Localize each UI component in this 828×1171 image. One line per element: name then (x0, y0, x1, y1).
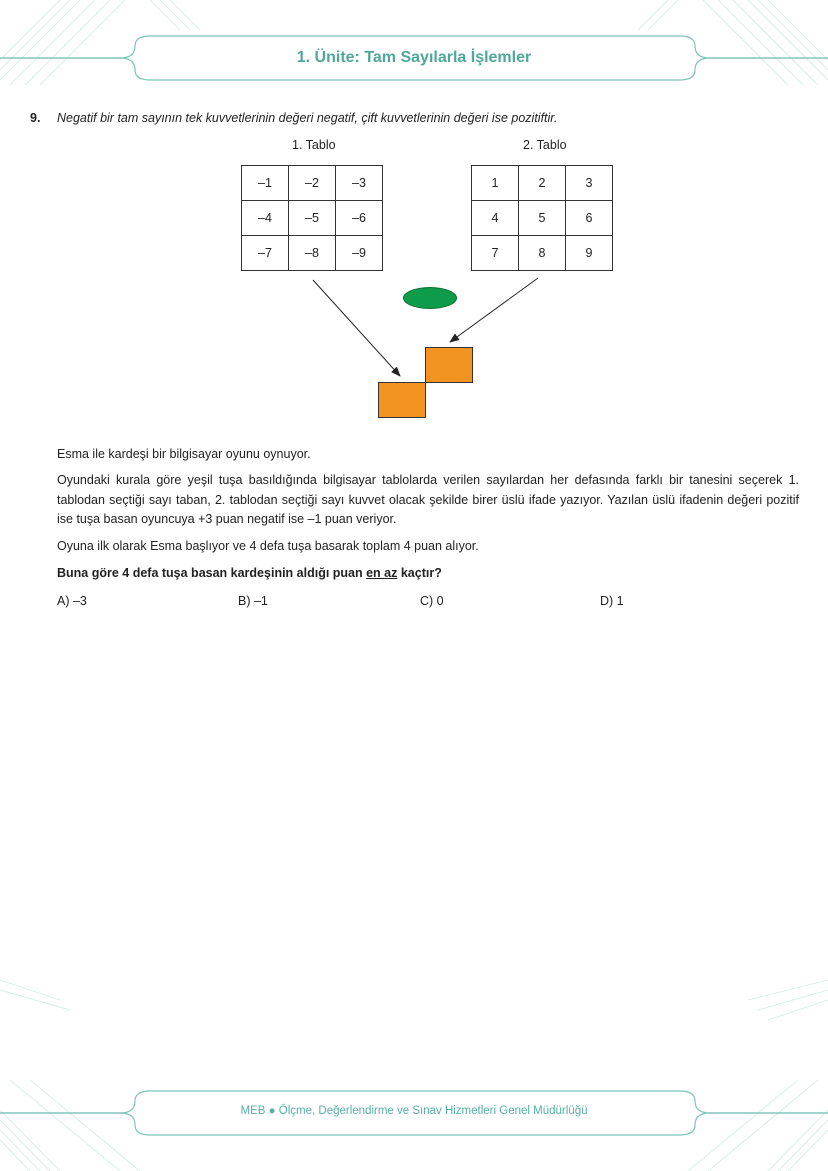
question-intro: Negatif bir tam sayının tek kuvvetlerinin değeri negatif, çift kuvvetlerinin değeri ise pozitiftir. (57, 111, 558, 125)
prompt-text-end: kaçtır? (397, 566, 442, 580)
table2-label: 2. Tablo (523, 138, 567, 152)
paragraph-1: Esma ile kardeşi bir bilgisayar oyunu oynuyor. (57, 447, 311, 461)
table1-cell: –2 (289, 166, 336, 201)
table2-cell: 2 (519, 166, 566, 201)
table1-cell: –6 (336, 201, 383, 236)
option-c[interactable]: C) 0 (420, 594, 444, 608)
table1-grid (241, 165, 383, 271)
corner-decoration-bottom-right (648, 960, 828, 1171)
table1-cell: –8 (289, 236, 336, 271)
question-prompt (57, 564, 799, 584)
option-b[interactable]: B) –1 (238, 594, 268, 608)
table2-grid (471, 165, 613, 271)
table1-cell: –1 (242, 166, 289, 201)
base-box (378, 382, 426, 418)
arrow-left-icon (313, 280, 400, 376)
table2-cell: 6 (566, 201, 613, 236)
table1-cell: –9 (336, 236, 383, 271)
table2-cell: 8 (519, 236, 566, 271)
paragraph-3: Oyuna ilk olarak Esma başlıyor ve 4 defa tuşa basarak toplam 4 puan alıyor. (57, 539, 479, 553)
table1-cell: –7 (242, 236, 289, 271)
arrow-right-icon (450, 278, 538, 342)
page-title: 1. Ünite: Tam Sayılarla İşlemler (296, 49, 532, 66)
table2-cell: 5 (519, 201, 566, 236)
option-a[interactable]: A) –3 (57, 594, 87, 608)
table1-cell: –5 (289, 201, 336, 236)
table2-cell: 4 (472, 201, 519, 236)
question-number: 9. (30, 111, 41, 125)
green-game-button[interactable] (403, 287, 457, 309)
exponent-box (425, 347, 473, 383)
prompt-text: Buna göre 4 defa tuşa basan kardeşinin aldığı puan (57, 566, 367, 580)
table2-cell: 1 (472, 166, 519, 201)
footer-text: MEB ● Ölçme, Değerlendirme ve Sınav Hizmetleri Genel Müdürlüğü (240, 1105, 588, 1117)
table2-cell: 3 (566, 166, 613, 201)
option-d[interactable]: D) 1 (600, 594, 624, 608)
table2-cell: 9 (566, 236, 613, 271)
table2-cell: 7 (472, 236, 519, 271)
table1-cell: –3 (336, 166, 383, 201)
corner-decoration-bottom-left (0, 960, 180, 1171)
table1-cell: –4 (242, 201, 289, 236)
paragraph-2: Oyundaki kurala göre yeşil tuşa basıldığında bilgisayar tablolarda verilen sayılardan her defasında farklı bir tanesini seçerek 1. tablodan seçtiği sayı taban, 2. tablodan seçtiği sayı kuvvet olacak şekilde birer üslü ifade yazıyor. Yazılan üslü ifadenin değeri pozitif ise tuşa basan oyuncuya +3 puan negatif ise –1 puan veriyor. (57, 473, 799, 526)
table1-label: 1. Tablo (292, 138, 336, 152)
prompt-emphasis: en az (366, 566, 398, 580)
